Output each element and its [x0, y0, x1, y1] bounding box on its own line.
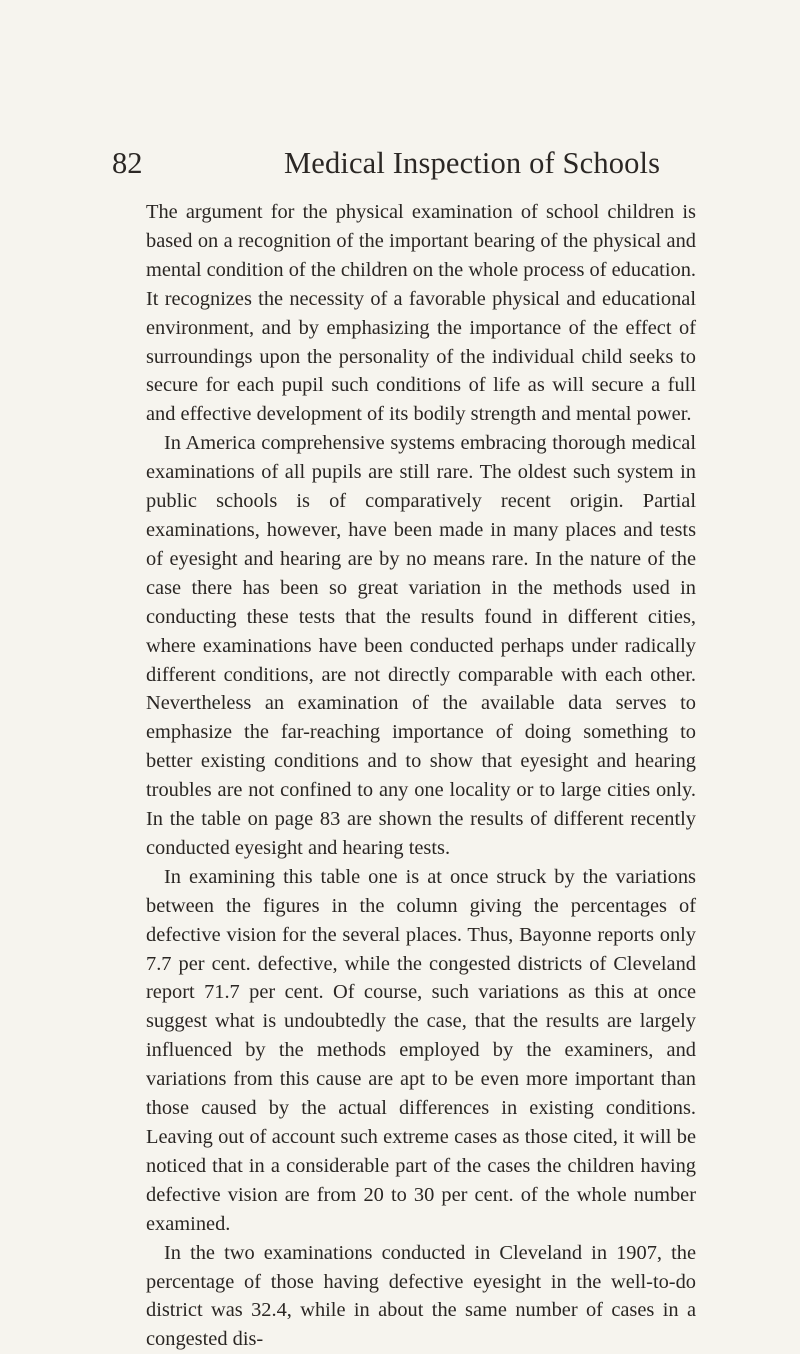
paragraph-3: In examining this table one is at once struck by the variations between the figures in the column giving the percentages of defective vision for the several places. Thus, Bayonne reports only 7.7 per cent. defective, while the congested districts of Cleveland report 71.7 per cent. Of course, such variations as this at once suggest what is undoubtedly the case, that the results are largely influenced by the methods employed by the examiners, and variations from this cause are apt to be even more important than those caused by the actual differences in existing conditions. Leaving out of account such extreme cases as those cited, it will be noticed that in a considerable part of the cases the children having defective vision are from 20 to 30 per cent. of the whole number examined. [146, 865, 696, 1235]
page-number: 82 [112, 146, 143, 180]
paragraph-2: In America comprehensive systems embracing thorough medical examinations of all pupils are still rare. The oldest such system in public schools is of comparatively recent origin. Partial examinations, however, have been made in many places and tests of eyesight and hearing are by no means rare. In the nature of the case there has been so great variation in the methods used in conducting these tests that the results found in different cities, where examinations have been conducted perhaps under radically different conditions, are not directly comparable with each other. Nevertheless an examination of the available data serves to emphasize the far-reaching importance of doing something to better existing conditions and to show that eyesight and hearing troubles are not confined to any one locality or to large cities only. In the table on page 83 are shown the results of different recently conducted eyesight and hearing tests. [146, 432, 696, 859]
paragraph-1: The argument for the physical examination of school children is based on a recognition of the important bearing of the physical and mental condition of the children on the whole process of education. It recognizes the necessity of a favorable physical and educational environment, and by emphasizing the importance of the effect of surroundings upon the personality of the individual child seeks to secure for each pupil such conditions of life as will secure a full and effective development of its bodily strength and mental power. [146, 201, 696, 426]
running-head [112, 143, 692, 183]
body-text [146, 198, 696, 1354]
paragraph-4: In the two examinations conducted in Cleveland in 1907, the percentage of those having defective eyesight in the well-to-do district was 32.4, while in about the same number of cases in a congested dis- [146, 1241, 696, 1351]
running-title: Medical Inspection of Schools [284, 146, 661, 180]
